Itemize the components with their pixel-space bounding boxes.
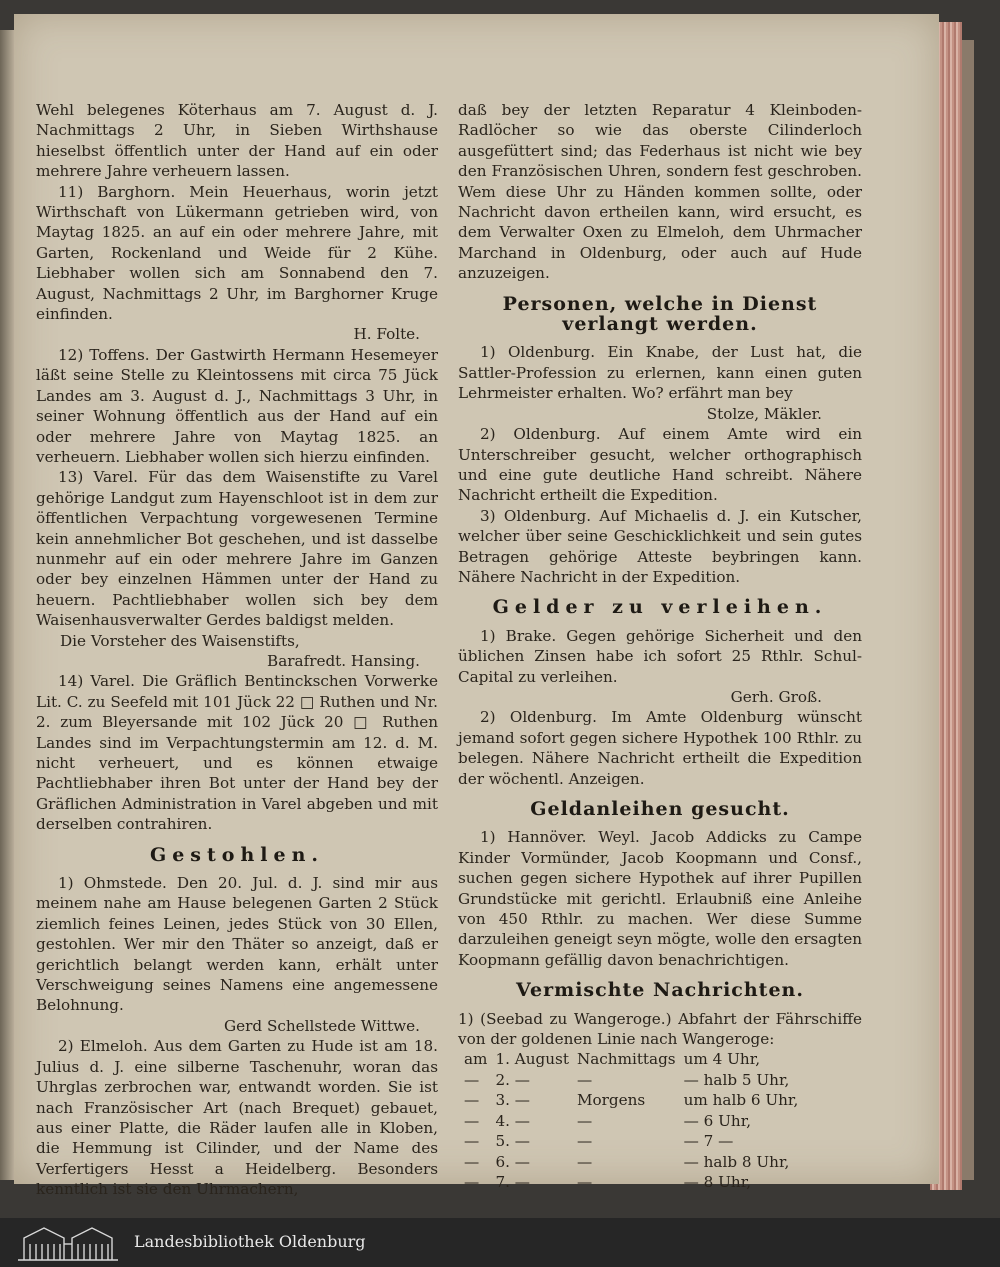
- schedule-cell: —: [464, 1111, 480, 1130]
- schedule-row: [464, 1090, 806, 1110]
- schedule-cell: — halb 5 Uhr,: [683, 1070, 790, 1089]
- schedule-cell: — 7 —: [683, 1132, 734, 1151]
- schedule-cell: Nachmittags: [576, 1050, 676, 1069]
- notice-barghorn: 11) Barghorn. Mein Heuerhaus, worin jetzt Wirthschaft von Lükermann getrieben wird, von Maytag 1825. an auf ein oder mehrere Jahre, mit Garten, Rockenland und Weide für 2 Kühe. Liebhaber wollen sich am Sonnabend den 7. August, Nachmittags 2 Uhr, im Barghorner Kruge einfinden.: [36, 182, 438, 324]
- schedule-cell: 3. —: [495, 1091, 530, 1110]
- notice-signature: Barafredt. Hansing.: [267, 651, 420, 670]
- notice-text: Wehl belegenes Köterhaus am 7. August d. J. Nachmittags 2 Uhr, in Sieben Wirthshause hieselbst öffentlich unter der Hand auf ein oder mehrere Jahre verheuern lassen.: [36, 101, 438, 181]
- schedule-cell: 2. —: [495, 1070, 530, 1089]
- schedule-cell: 7. —: [495, 1172, 530, 1191]
- schedule-cell: 4. —: [495, 1111, 530, 1130]
- notice-oldenburg-kutscher: 3) Oldenburg. Auf Michaelis d. J. ein Kutscher, welcher über seine Geschicklichkeit und sein gutes Betragen gehörige Atteste beybringen kann. Nähere Nachricht in der Expedition.: [458, 506, 862, 586]
- notice-wangeroge: 1) (Seebad zu Wangeroge.) Abfahrt der Fährschiffe von der goldenen Linie nach Wangeroge:: [458, 1009, 862, 1049]
- schedule-cell: —: [464, 1172, 480, 1191]
- schedule-cell: um 4 Uhr,: [683, 1050, 761, 1069]
- notice-signature: Gerh. Groß.: [730, 687, 822, 706]
- section-heading-gelder: Gelder zu verleihen.: [492, 596, 828, 619]
- section-heading-gestohlen: Gestohlen.: [149, 843, 324, 866]
- schedule-cell: Morgens: [576, 1091, 646, 1110]
- notice-varel-waisenstift: 13) Varel. Für das dem Waisenstifte zu Varel gehörige Landgut zum Hayenschloot ist in dem zur öffentlichen Verpachtung vorgewesenen Termine kein annehmlicher Bot geschehen, und ist dasselbe nunmehr auf ein oder mehrere Jahre im Ganzen oder bey einzelnen Hämmen unter der Hand zu heuern. Pachtliebhaber wollen sich bey dem Waisenhausverwalter Gerdes baldigst melden.: [36, 468, 438, 630]
- notice-text: daß bey der letzten Reparatur 4 Kleinboden-Radlöcher so wie das oberste Cilinderloch ausgefüttert sind; das Federhaus ist nicht wie bey den Französischen Uhren, sondern fest geschroben. Wem diese Uhr zu Händen kommen sollte, oder Nachricht davon ertheilen kann, wird ersucht, es dem Verwalter Oxen zu Elmeloh, dem Uhrmacher Marchand in Oldenburg, oder auch auf Hude anzuzeigen.: [458, 101, 862, 283]
- schedule-row: [464, 1049, 806, 1069]
- section-heading-personen: Personen, welche in Dienst verlangt werden.: [502, 292, 818, 336]
- schedule-row: [464, 1131, 806, 1151]
- notice-toffens: 12) Toffens. Der Gastwirth Hermann Hesemeyer läßt seine Stelle zu Kleintossens mit circa 75 Jück Landes am 3. August d. J., Nachmittags 3 Uhr, in seiner Wohnung öffentlich aus der Hand auf ein oder mehrere Jahre von Maytag 1825. an verheuern. Liebhaber wollen sich hierzu einfinden.: [36, 345, 438, 466]
- schedule-cell: —: [464, 1070, 480, 1089]
- schedule-cell: —: [576, 1132, 593, 1151]
- section-heading-geldanleihen: Geldanleihen gesucht.: [530, 798, 790, 820]
- notice-signature: Stolze, Mäkler.: [706, 404, 822, 423]
- notice-ohmstede: 1) Ohmstede. Den 20. Jul. d. J. sind mir aus meinem nahe am Hause belegenen Garten 2 Stück ziemlich feines Leinen, jedes Stück von 30 Ellen, gestohlen. Wer mir den Thäter so anzeigt, daß er gerichtlich belangt werden kann, erhält unter Verschweigung seines Namens eine angemessene Belohnung.: [36, 874, 438, 1015]
- schedule-cell: 1. August: [495, 1050, 569, 1069]
- notice-oldenburg-unterschreiber: 2) Oldenburg. Auf einem Amte wird ein Unterschreiber gesucht, welcher orthographisch und eine gute deutliche Hand schreibt. Nähere Nachricht ertheilt die Expedition.: [458, 425, 862, 505]
- schedule-cell: — 6 Uhr,: [683, 1111, 752, 1130]
- library-name: Landesbibliothek Oldenburg: [134, 1232, 366, 1251]
- schedule-row: [464, 1070, 806, 1090]
- library-building-icon: [14, 1224, 122, 1262]
- schedule-cell: — halb 8 Uhr,: [683, 1152, 790, 1171]
- left-column: [36, 100, 438, 1200]
- schedule-cell: —: [576, 1172, 593, 1191]
- schedule-row: [464, 1172, 806, 1192]
- notice-hannoever: 1) Hannöver. Weyl. Jacob Addicks zu Campe Kinder Vormünder, Jacob Koopmann und Consf., suchen gegen sichere Hypothek auf ihrer Pupillen Grundstücke mit gerichtl. Erlaubniß eine Anleihe von 450 Rthlr. zu machen. Wer diese Summe darzuleihen geneigt seyn mögte, wolle den ersagten Koopmann gefällig davon benachrichtigen.: [458, 828, 862, 969]
- notice-elmeloh: 2) Elmeloh. Aus dem Garten zu Hude ist am 18. Julius d. J. eine silberne Taschenuhr, woran das Uhrglas zerbrochen war, entwandt worden. Sie ist nach Französischer Art (nach Brequet) gebauet, aus einer Platte, die Räder laufen alle in Kloben, die Hemmung ist Cilinder, und der Name des Verfertigers Hesst a Heidelberg. Besonders kenntlich ist sie den Uhrmachern,: [36, 1037, 438, 1199]
- schedule-cell: —: [576, 1111, 593, 1130]
- notice-signature: H. Folte.: [353, 325, 420, 344]
- notice-varel-bentinck: 14) Varel. Die Gräflich Bentinckschen Vorwerke Lit. C. zu Seefeld mit 101 Jück 22 □ Ruthen und Nr. 2. zum Bleyersande mit 102 Jück 20 □ Ruthen Landes sind im Verpachtungstermin am 12. d. M. nicht verheuert, und es können etwaige Pachtliebhaber ihren Bot unter der Hand bey der Gräflichen Administration in Varel abgeben und mit derselben contrahiren.: [36, 672, 438, 834]
- binding-edge: [0, 30, 14, 1180]
- schedule-cell: —: [576, 1070, 593, 1089]
- right-column: [458, 100, 862, 1192]
- schedule-cell: 5. —: [495, 1132, 530, 1151]
- schedule-cell: —: [464, 1132, 480, 1151]
- schedule-cell: 6. —: [495, 1152, 530, 1171]
- notice-oldenburg-knabe: 1) Oldenburg. Ein Knabe, der Lust hat, die Sattler-Profession zu erlernen, kann einen guten Lehrmeister erhalten. Wo? erfährt man bey: [458, 343, 862, 403]
- schedule-cell: um halb 6 Uhr,: [683, 1091, 799, 1110]
- schedule-row: [464, 1111, 806, 1131]
- schedule-row: [464, 1152, 806, 1172]
- schedule-cell: —: [464, 1152, 480, 1171]
- page-fore-edge-shadow: [962, 40, 974, 1180]
- schedule-cell: —: [576, 1152, 593, 1171]
- schedule-cell: —: [464, 1091, 480, 1110]
- notice-signature: Gerd Schellstede Wittwe.: [224, 1016, 420, 1035]
- section-heading-vermischte: Vermischte Nachrichten.: [516, 979, 804, 1002]
- schedule-cell: am: [464, 1050, 488, 1069]
- notice-signature: Die Vorsteher des Waisenstifts,: [60, 631, 300, 650]
- ferry-schedule-table: [464, 1049, 806, 1192]
- schedule-cell: — 8 Uhr,: [683, 1172, 752, 1191]
- notice-oldenburg-hypothek: 2) Oldenburg. Im Amte Oldenburg wünscht jemand sofort gegen sichere Hypothek 100 Rthlr. zu belegen. Nähere Nachricht ertheilt die Expedition der wöchentl. Anzeigen.: [458, 708, 862, 788]
- notice-brake: 1) Brake. Gegen gehörige Sicherheit und den üblichen Zinsen habe ich sofort 25 Rthlr. Schul-Capital zu verleihen.: [458, 626, 862, 686]
